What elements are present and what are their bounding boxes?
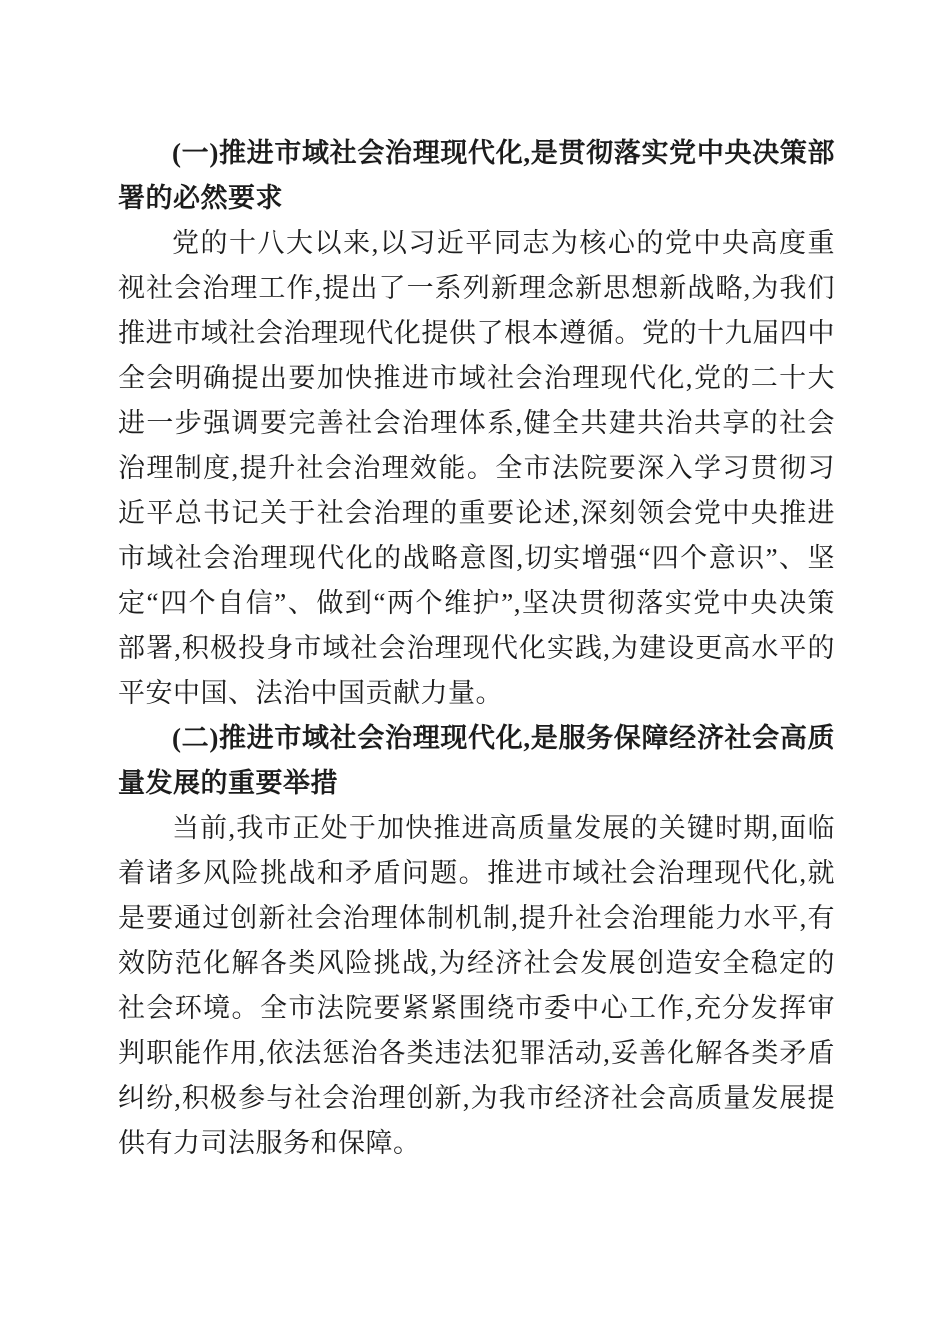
- section-2-heading: (二)推进市域社会治理现代化,是服务保障经济社会高质量发展的重要举措: [118, 723, 835, 798]
- document-content: [118, 131, 835, 1166]
- section-2-paragraph: 当前,我市正处于加快推进高质量发展的关键时期,面临着诸多风险挑战和矛盾问题。推进市域社会治理现代化,就是要通过创新社会治理体制机制,提升社会治理能力水平,有效防范化解各类风险挑战,为经济社会发展创造安全稳定的社会环境。全市法院要紧紧围绕市委中心工作,充分发挥审判职能作用,依法惩治各类违法犯罪活动,妥善化解各类矛盾纠纷,积极参与社会治理创新,为我市经济社会高质量发展提供有力司法服务和保障。: [118, 813, 835, 1158]
- section-1-paragraph: 党的十八大以来,以习近平同志为核心的党中央高度重视社会治理工作,提出了一系列新理念新思想新战略,为我们推进市域社会治理现代化提供了根本遵循。党的十九届四中全会明确提出要加快推进市域社会治理现代化,党的二十大进一步强调要完善社会治理体系,健全共建共治共享的社会治理制度,提升社会治理效能。全市法院要深入学习贯彻习近平总书记关于社会治理的重要论述,深刻领会党中央推进市域社会治理现代化的战略意图,切实增强“四个意识”、坚定“四个自信”、做到“两个维护”,坚决贯彻落实党中央决策部署,积极投身市域社会治理现代化实践,为建设更高水平的平安中国、法治中国贡献力量。: [118, 228, 835, 708]
- section-1-heading: (一)推进市域社会治理现代化,是贯彻落实党中央决策部署的必然要求: [118, 138, 835, 213]
